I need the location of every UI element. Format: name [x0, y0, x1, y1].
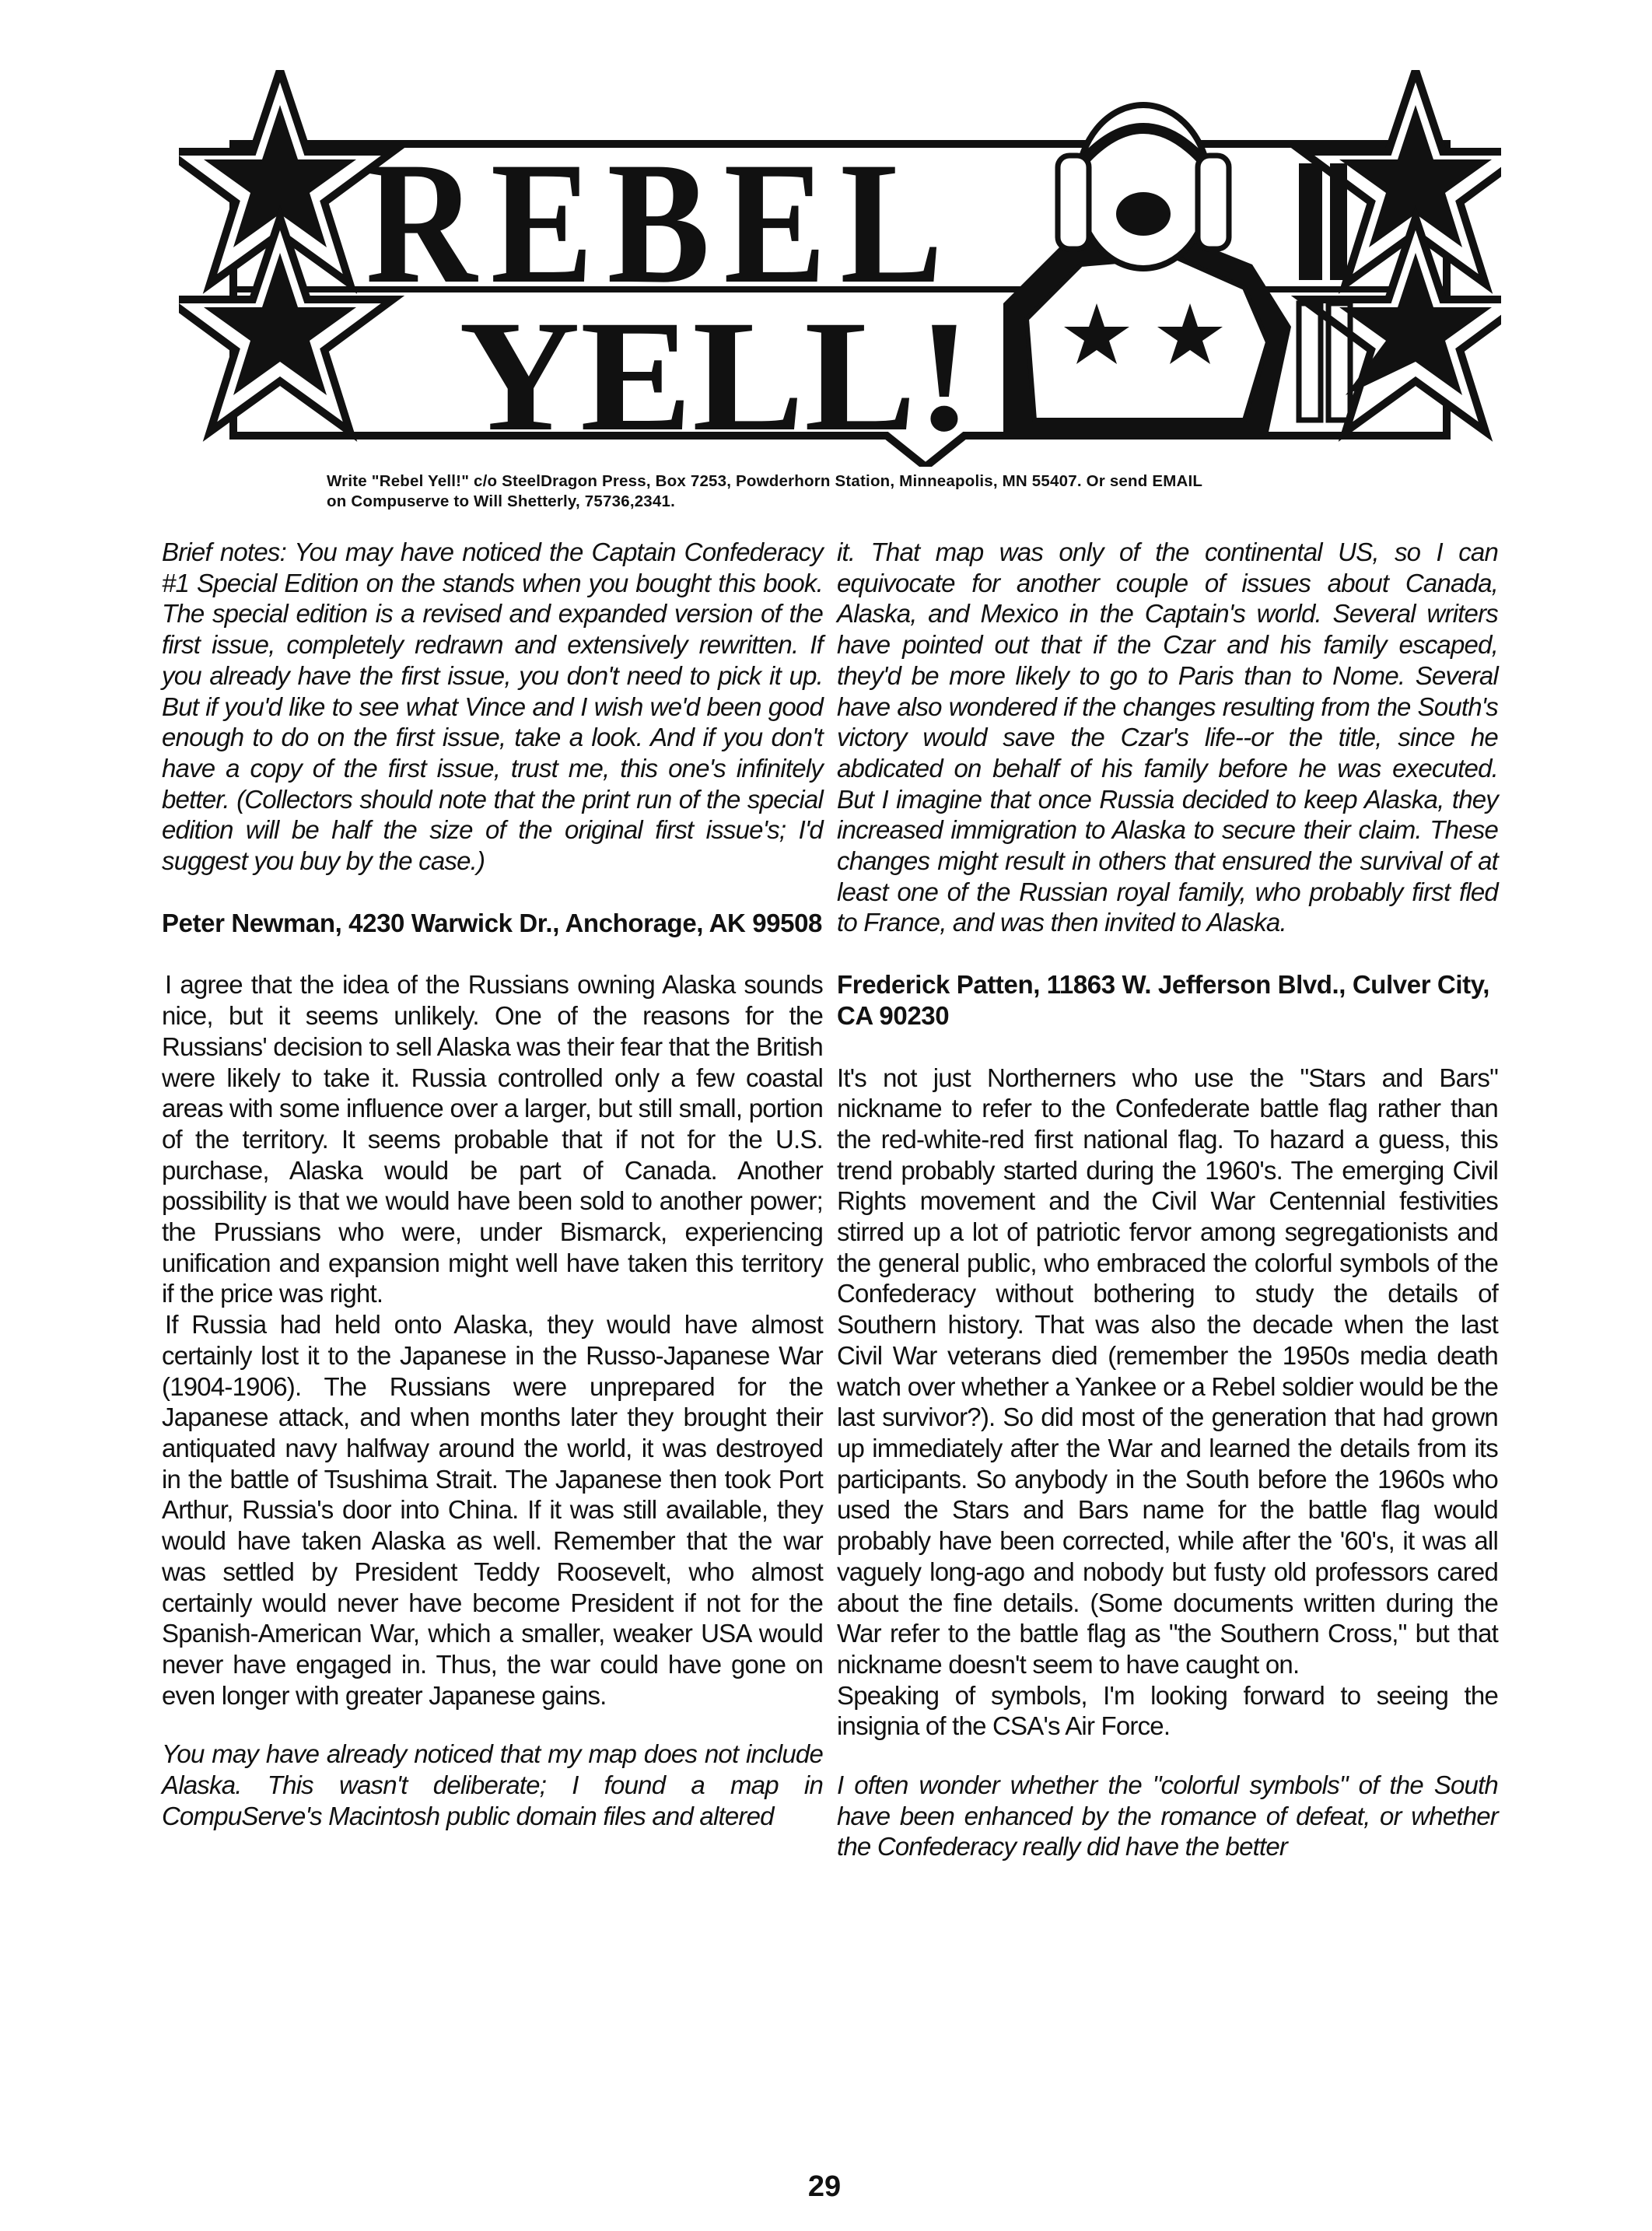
banner-title-yell: YELL! — [459, 288, 972, 464]
editor-reply-continued: it. That map was only of the continental US, so I can equivocate for another couple of issues about Canada, Alaska, and Mexico in the Captain's world. Several writers have pointed out that if the Czar and his family escaped, they'd be more likely to go to Paris than to Nome. Several have also wondered if the changes resulting from the South's victory would save the Czar's life--or the title, since he abdicated on behalf of his family before he was executed. But I imagine that once Russia decided to keep Alaska, they increased immigration to Alaska to secure their claim. These changes might result in others that ensured the survival of at least one of the Russian royal family, who probably first fled to France, and was then invited to Alaska. — [837, 538, 1498, 937]
banner-title-rebel: REBEL — [366, 125, 957, 320]
right-column — [837, 537, 1498, 1862]
letter-paragraph: It's not just Northerners who use the "Stars and Bars" nickname to refer to the Confederate battle flag rather than the red-white-red first national flag. To hazard a guess, this trend probably started during the 1960's. The emerging Civil Rights movement and the Civil War Centennial festivities stirred up a lot of patriotic fervor among segregationists and the general public, who embraced the colorful symbols of the Confederacy without bothering to study the details of Southern history. That was also the decade when the last Civil War veterans died (remember the 1950s media death watch over whether a Yankee or a Rebel soldier would be the last survivor?). So did most of the generation that had grown up immediately after the War and learned the details from its participants. So anybody in the South before the 1960s who used the Stars and Bars name for the battle flag would probably have been corrected, while after the '60's, it was all vaguely long-ago and nobody but fusty old professors cared about the fine details. (Some documents written during the War refer to the battle flag as "the Southern Cross," but that nickname doesn't seem to have caught on. — [837, 1063, 1498, 1679]
page-number: 29 — [807, 2170, 842, 2203]
letter-paragraph: Speaking of symbols, I'm looking forward to seeing the insignia of the CSA's Air Force. — [837, 1680, 1498, 1741]
letter-sender-patten: Frederick Patten, 11863 W. Jefferson Blvd., Culver City, CA 90230 — [837, 970, 1489, 1030]
rebel-yell-banner — [179, 70, 1501, 467]
editor-reply: You may have already noticed that my map does not include Alaska. This wasn't deliberate; I found a map in CompuServe's Macintosh public domain files and altered — [162, 1739, 823, 1830]
letter-paragraph: If Russia had held onto Alaska, they would have almost certainly lost it to the Japanese in the Russo-Japanese War (1904-1906). The Russians were unprepared for the Japanese attack, and when months later they brought their antiquated navy halfway around the world, it was destroyed in the battle of Tsushima Strait. The Japanese then took Port Arthur, Russia's door into China. If it was still available, they would have taken Alaska as well. Remember that the war was settled by President Teddy Roosevelt, who almost certainly would never have become President if not for the Spanish-American War, which a smaller, weaker USA would never have engaged in. Thus, the war could have gone on even longer with greater Japanese gains. — [162, 1310, 823, 1710]
mailing-address — [327, 471, 1493, 512]
address-line-1: Write "Rebel Yell!" c/o SteelDragon Press, Box 7253, Powderhorn Station, Minneapolis, MN 55407. Or send EMAIL — [327, 472, 1203, 490]
letter-paragraph: I agree that the idea of the Russians owning Alaska sounds nice, but it seems unlikely. One of the reasons for the Russians' decision to sell Alaska was their fear that the British were likely to take it. Russia controlled only a few coastal areas with some influence over a larger, but still small, portion of the territory. It seems probable that if not for the U.S. purchase, Alaska would be part of Canada. Another possibility is that we would have been sold to another power; the Prussians who were, under Bismarck, experiencing unification and expansion might well have taken this territory if the price was right. — [162, 970, 823, 1308]
letter-sender-newman: Peter Newman, 4230 Warwick Dr., Anchorage, AK 99508 — [162, 908, 822, 937]
editor-intro-note: Brief notes: You may have noticed the Captain Confederacy #1 Special Edition on the stands when you bought this book. The special edition is a revised and expanded version of the first issue, completely redrawn and extensively rewritten. If you already have the first issue, you don't need to pick it up. But if you'd like to see what Vince and I wish we'd been good enough to do on the first issue, take a look. And if you don't have a copy of the first issue, trust me, this one's infinitely better. (Collectors should note that the print run of the special edition will be half the size of the original first issue's; I'd suggest you buy by the case.) — [162, 538, 823, 876]
left-column — [162, 537, 823, 1831]
address-line-2: on Compuserve to Will Shetterly, 75736,2341. — [327, 492, 676, 510]
editor-reply: I often wonder whether the "colorful symbols" of the South have been enhanced by the romance of defeat, or whether the Confederacy really did have the better — [837, 1770, 1498, 1862]
